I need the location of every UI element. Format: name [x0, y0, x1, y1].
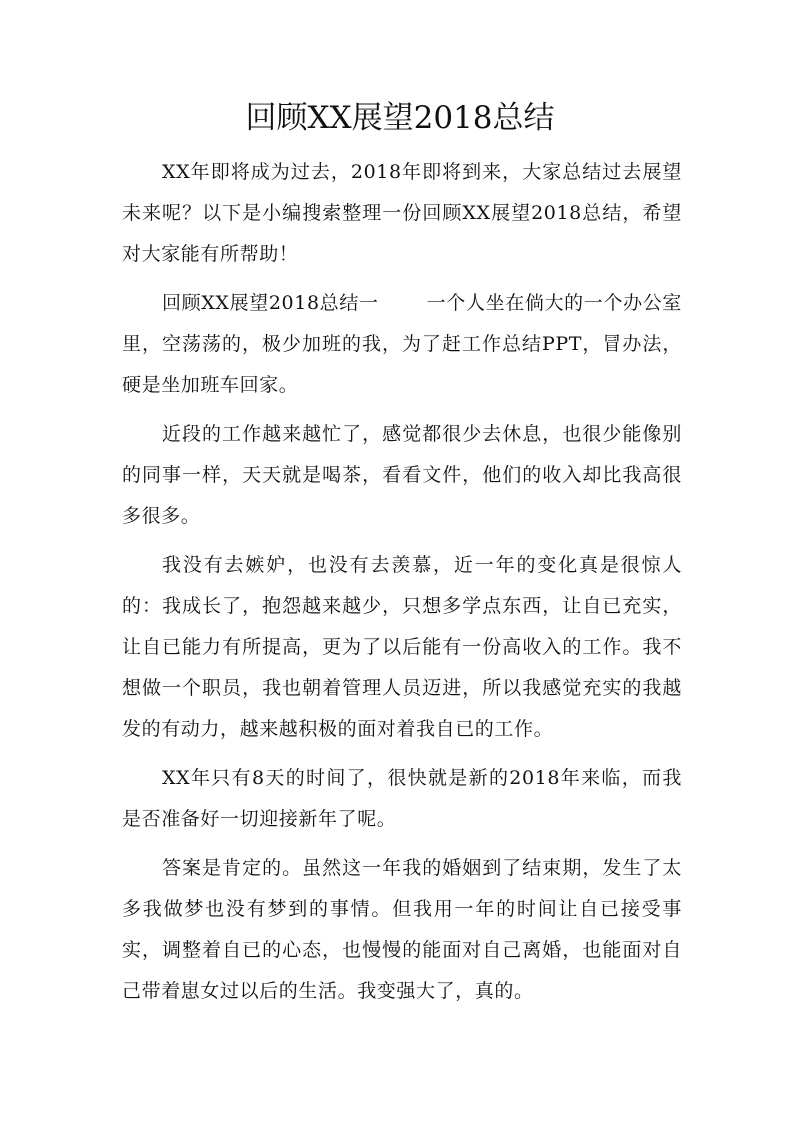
document-body [122, 152, 682, 1020]
section-heading: 回顾XX展望2018总结一 [162, 292, 379, 314]
paragraph-answer: 答案是肯定的。虽然这一年我的婚姻到了结束期，发生了太多我做梦也没有梦到的事情。但我用一年的时间让自已接受事实，调整着自已的心态，也慢慢的能面对自己离婚，也能面对自己带着崽女过以后的生活。我变强大了，真的。 [122, 857, 682, 1002]
paragraph-section-one [122, 283, 682, 406]
document-title: 回顾XX展望2018总结 [245, 100, 555, 136]
paragraph-new-year: XX年只有8天的时间了，很快就是新的2018年来临，而我是否准备好一切迎接新年了呢。 [122, 767, 682, 830]
paragraph-busy-work: 近段的工作越来越忙了，感觉都很少去休息，也很少能像别的同事一样，天天就是喝茶，看看文件，他们的收入却比我高很多很多。 [122, 423, 682, 527]
paragraph-intro: XX年即将成为过去，2018年即将到来，大家总结过去展望未来呢？以下是小编搜索整理一份回顾XX展望2018总结，希望对大家能有所帮助！ [122, 161, 682, 265]
section-text: 一个人坐在倘大的一个办公室里，空荡荡的，极少加班的我，为了赶工作总结PPT，冒办法，硬是坐加班车回家。 [122, 292, 682, 396]
paragraph-growth: 我没有去嫉妒，也没有去羡慕，近一年的变化真是很惊人的：我成长了，抱怨越来越少，只想多学点东西，让自已充实，让自已能力有所提高，更为了以后能有一份高收入的工作。我不想做一个职员，我也朝着管理人员迈进，所以我感觉充实的我越发的有动力，越来越积极的面对着我自已的工作。 [122, 554, 682, 740]
